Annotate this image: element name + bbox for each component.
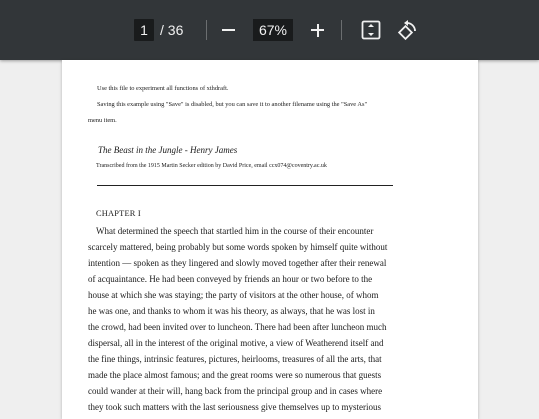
body-line: the fine things, intrinsic features, pictures, heirlooms, treasures of all the arts, that xyxy=(88,354,382,364)
pdf-page xyxy=(62,60,478,419)
transcription-note: Transcribed from the 1915 Martin Secker edition by David Price, email ccx074@coventry.ac.uk xyxy=(96,163,327,169)
body-line: the crowd, had been invited over to luncheon. There had been after luncheon much xyxy=(88,322,387,332)
zoom-in-button[interactable] xyxy=(309,18,327,42)
body-line: What determined the speech that startled him in the course of their encounter xyxy=(96,226,374,236)
fit-page-icon xyxy=(360,19,382,41)
divider-rule xyxy=(97,185,393,186)
fit-to-page-button[interactable] xyxy=(360,19,382,41)
intro-line: menu item. xyxy=(88,117,117,124)
chapter-heading: CHAPTER I xyxy=(96,209,141,218)
body-line: intention — spoken as they lingered and slowly moved together after their renewal xyxy=(88,258,387,268)
toolbar-divider xyxy=(206,20,207,40)
body-line: they took such matters with the last seriousness give themselves up to mysterious xyxy=(88,402,381,412)
rotate-icon xyxy=(396,18,418,42)
body-line: of acquaintance. He had been conveyed by friends an hour or two before to the xyxy=(88,274,373,284)
body-line: dispersal, all in the interest of the original motive, a view of Weatherend itself and xyxy=(88,338,384,348)
rotate-button[interactable] xyxy=(396,18,418,42)
body-line: could wander at their will, hang back from the principal group and in cases where xyxy=(88,386,383,396)
intro-line: Saving this example using "Save" is disabled, but you can save it to another filename using the "Save As" xyxy=(97,101,368,108)
zoom-out-button[interactable] xyxy=(220,18,238,42)
body-line: he was one, and thanks to whom it was his theory, as always, that he was lost in xyxy=(88,306,375,316)
document-title: The Beast in the Jungle - Henry James xyxy=(98,145,238,155)
body-line: made the place almost famous; and the great rooms were so numerous that guests xyxy=(88,370,382,380)
intro-line: Use this file to experiment all functions of xthdraft. xyxy=(97,85,229,92)
body-line: house at which she was staying; the party of visitors at the other house, of whom xyxy=(88,290,379,300)
toolbar-divider xyxy=(341,20,342,40)
zoom-level-input[interactable]: 67% xyxy=(253,19,293,41)
body-line: scarcely mattered, being probably but some words spoken by himself quite without xyxy=(88,242,388,252)
page-total-label: / 36 xyxy=(160,22,184,38)
page-number-input[interactable]: 1 xyxy=(134,19,154,41)
pdf-toolbar xyxy=(0,0,539,60)
